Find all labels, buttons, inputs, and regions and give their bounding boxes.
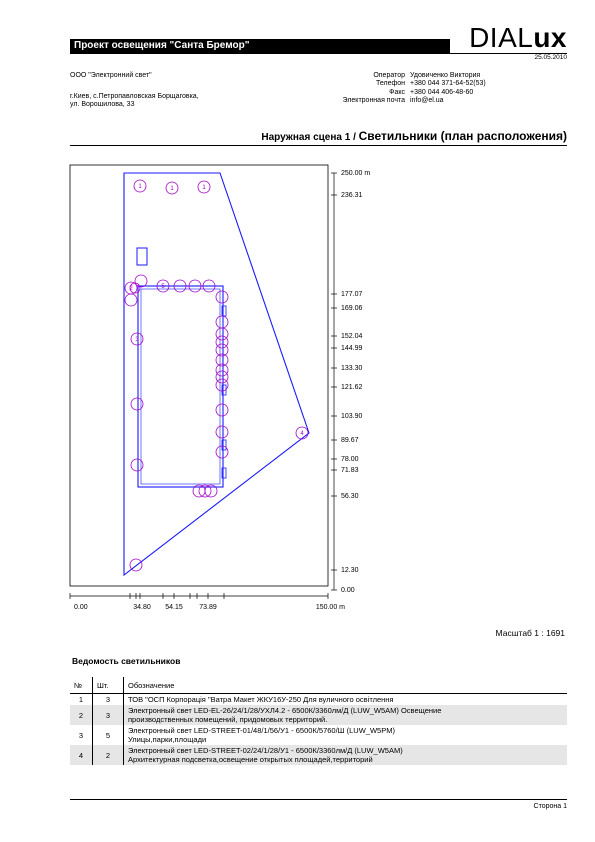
y-tick-label: 250.00 m [341,170,371,177]
luminaire-marker-1 [134,180,146,192]
col-number: № [70,677,93,694]
svg-text:1: 1 [138,184,142,190]
y-tick-label: 177.07 [341,291,363,298]
svg-text:1: 1 [170,186,174,192]
luminaire-marker-1 [166,182,178,194]
luminaire-marker-3 [135,337,139,343]
y-tick-label: 133.30 [341,365,363,372]
contact-row-email: Электронная почта info@el.ua [342,97,444,105]
svg-text:2: 2 [129,286,133,292]
plan-scale: Масштаб 1 : 1691 [495,628,565,638]
y-tick-label: 56.30 [341,493,359,500]
contact-row-fax: Факс +380 044 406-48-60 [389,88,474,96]
y-tick-label: 103.90 [341,413,363,420]
svg-text:1: 1 [202,185,206,191]
y-tick-label: 71.83 [341,467,359,474]
y-tick-label: 89.67 [341,437,359,444]
project-title: Проект освещения "Санта Бремор" [74,40,250,51]
table-row: 1 3 ТОВ "ОСП Корпорація "Ватра Макет ЖКУ16У-250 Для вуличного освітлення [70,694,567,706]
x-tick-label: 150.00 m [315,604,345,611]
x-dimension-labels [74,604,345,611]
table-row: 4 2 Электронный свет LED-STREET-02/24/1/28/У1 - 6500К/3360лм/Д (LUW_W5AM) Архитектурная подсветка,освещение открытых площадей,территорий [70,745,567,765]
col-quantity: Шт. [93,677,124,694]
svg-text:4: 4 [300,431,304,437]
small-structure [137,248,147,265]
x-tick-label: 34.80 [133,604,151,611]
company-name: ООО "Электронний свет" [70,72,152,79]
luminaire-markers [125,180,308,571]
y-tick-label: 169.06 [341,305,363,312]
company-address-line2: ул. Ворошилова, 33 [70,101,135,108]
luminaire-table-title: Ведомость светильников [72,656,181,666]
report-date: 25.05.2010 [534,54,567,61]
y-dimension-labels [341,170,370,594]
company-address-line1: г.Киев, с.Петропавловская Борщаговка, [70,93,199,100]
footer-divider [70,799,567,800]
x-tick-label: 0.00 [74,604,88,611]
page-number: Сторона 1 [533,803,567,810]
svg-text:3: 3 [135,337,139,343]
section-title: Наружная сцена 1 / Светильники (план расположения) [261,129,567,143]
table-row: 2 3 Электронный свет LED-EL-26/24/1/28/УХЛ4.2 - 6500К/3360лм/Д (LUW_W5AM) Освещение производственных помещений, придомовых территорий. [70,705,567,725]
contact-row-operator: Оператор Удовиченко Виктория [373,72,481,79]
x-tick-label: 73.89 [199,604,217,611]
y-tick-label: 121.62 [341,384,363,391]
y-tick-label: 152.04 [341,333,363,340]
y-tick-label: 144.99 [341,345,363,352]
y-tick-label: 12.30 [341,567,359,574]
x-tick-label: 54.15 [165,604,183,611]
luminaire-marker-1 [198,181,210,193]
table-header-row [70,677,567,694]
y-tick-label: 0.00 [341,587,355,594]
y-tick-label: 236.31 [341,192,363,199]
luminaire-marker-2 [129,286,133,292]
svg-text:5: 5 [161,284,165,290]
luminaire-marker-4 [300,431,304,437]
luminaire-table [70,677,567,765]
col-designation: Обозначение [124,677,568,694]
building-outline [138,286,223,487]
table-row: 3 5 Электронный свет LED-STREET-01/48/1/56/У1 - 6500К/5760/Ш (LUW_W5PM) Улицы,парки,площади [70,725,567,745]
dialux-logo: DIALux [469,22,567,53]
building-inner-outline [141,289,220,484]
y-tick-label: 78.00 [341,456,359,463]
contact-row-phone: Телефон +380 044 371-64-52(53) [375,80,486,88]
